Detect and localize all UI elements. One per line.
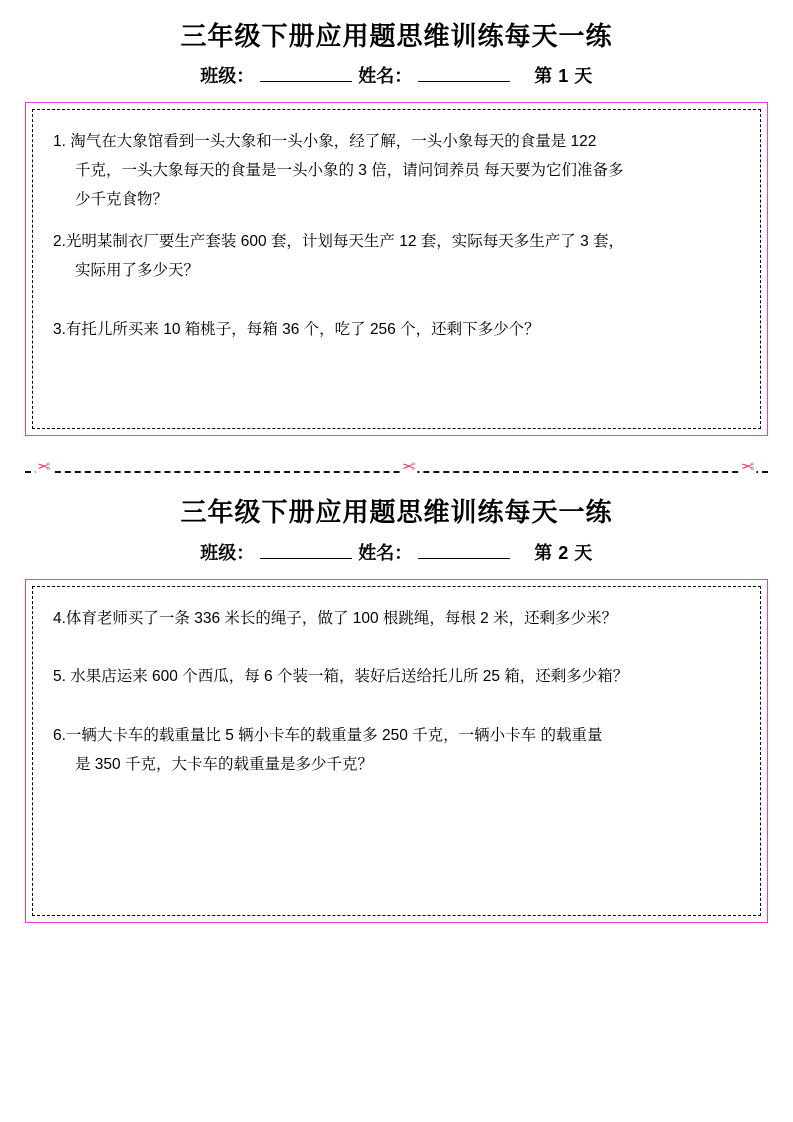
cut-separator: [25, 454, 768, 490]
worksheet-day-2: [25, 494, 768, 922]
problem-item: [49, 663, 744, 692]
problem-item: [49, 605, 744, 634]
worksheet-day-1: [25, 18, 768, 436]
problem-item: [49, 316, 744, 345]
scissors-icon: ✂: [740, 459, 754, 477]
problem-line: 是 350 千克，大卡车的载重量是多少千克？: [75, 755, 373, 773]
student-meta-row-2: [25, 539, 768, 565]
student-meta-row-1: [25, 62, 768, 88]
problem-line: 4.体育老师买了一条 336 米长的绳子，做了 100 根跳绳，每根 2 米，还剩多少米？: [53, 609, 618, 627]
problem-line: 3.有托儿所买来 10 箱桃子，每箱 36 个，吃了 256 个，还剩下多少个？: [53, 320, 540, 338]
class-label: 班级：: [200, 542, 255, 563]
page-title: 三年级下册应用题思维训练每天一练: [180, 21, 613, 51]
scissors-icon: ✂: [37, 459, 51, 477]
class-label: 班级：: [200, 66, 255, 87]
day-label: 第 1 天: [534, 66, 593, 87]
problem-item: [49, 228, 744, 285]
problem-box-2: [25, 579, 768, 923]
problem-line: 千克，一头大象每天的食量是一头小象的 3 倍，请问饲养员 每天要为它们准备多: [75, 162, 624, 180]
problem-line: 5. 水果店运来 600 个西瓜，每 6 个装一箱，装好后送给托儿所 25 箱，还剩多少箱？: [53, 668, 629, 686]
class-blank-field[interactable]: [260, 66, 352, 82]
day-label: 第 2 天: [534, 542, 593, 563]
cut-dashed-line: [25, 471, 768, 473]
name-blank-field[interactable]: [418, 543, 510, 559]
problem-box-1-inner: [32, 109, 761, 429]
problem-item: [49, 128, 744, 214]
page-title: 三年级下册应用题思维训练每天一练: [180, 497, 613, 528]
name-label: 姓名：: [358, 66, 413, 87]
problem-box-2-inner: [32, 586, 761, 916]
problem-line: 6.一辆大卡车的载重量比 5 辆小卡车的载重量多 250 千克，一辆小卡车 的载重量: [53, 727, 603, 745]
name-blank-field[interactable]: [418, 66, 510, 82]
problem-item: [49, 722, 744, 779]
problem-line: 实际用了多少天？: [75, 262, 200, 280]
problem-box-1: [25, 102, 768, 436]
problem-line: 1. 淘气在大象馆看到一头大象和一头小象，经了解，一头小象每天的食量是 122: [53, 133, 597, 151]
scissors-icon: ✂: [402, 459, 416, 477]
class-blank-field[interactable]: [260, 543, 352, 559]
name-label: 姓名：: [358, 542, 413, 563]
problem-line: 少千克食物？: [75, 190, 169, 208]
problem-line: 2.光明某制衣厂要生产套装 600 套，计划每天生产 12 套，实际每天多生产了 3 套，: [53, 233, 624, 251]
